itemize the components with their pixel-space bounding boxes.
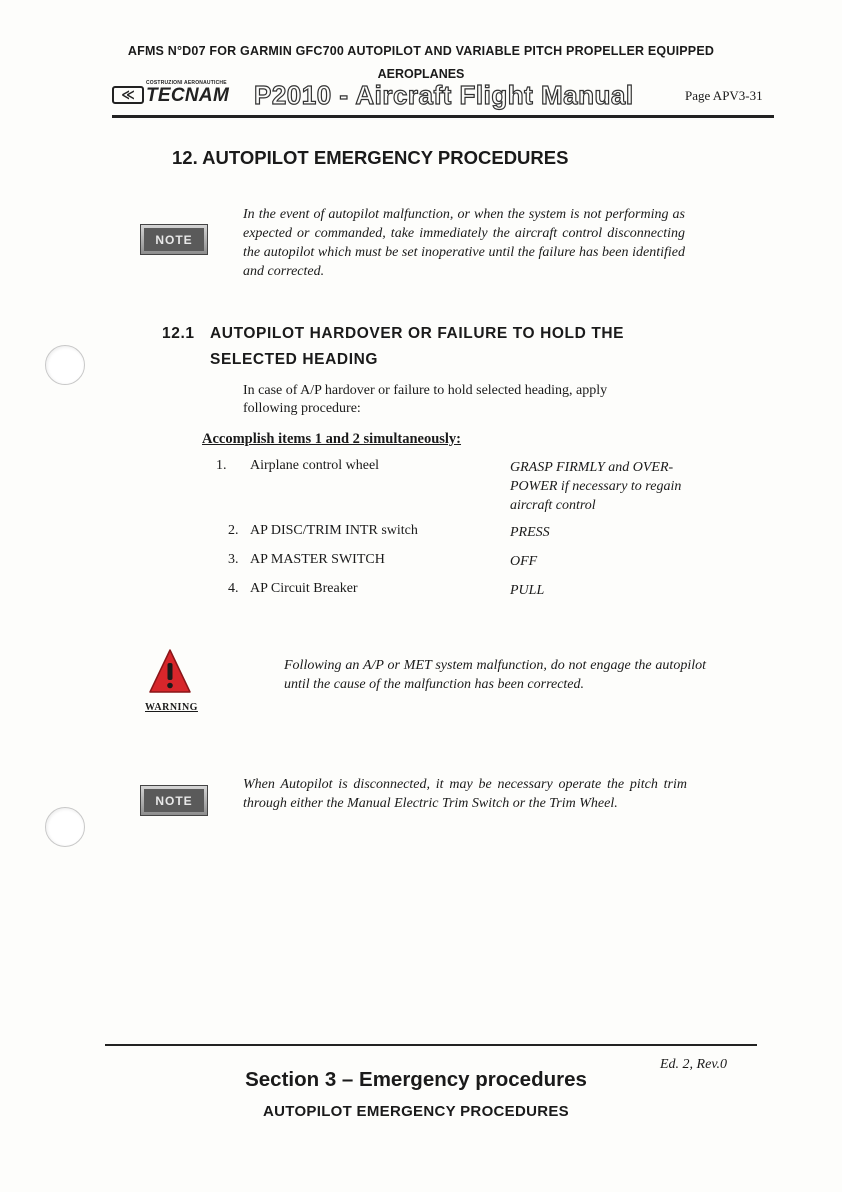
step-number: 3.	[228, 552, 239, 567]
warning-icon	[148, 648, 192, 694]
header-title-line2: AEROPLANES	[377, 67, 465, 81]
header-title-line1: AFMS N°D07 FOR GARMIN GFC700 AUTOPILOT AND VARIABLE PITCH PROPELLER EQUIPPED	[127, 44, 715, 58]
note-label: NOTE	[144, 789, 204, 812]
warning-text: Following an A/P or MET system malfunction, do not engage the autopilot until the cause of the malfunction has been corrected.	[284, 658, 706, 692]
procedure-intro: In case of A/P hardover or failure to hold selected heading, apply following procedure:	[243, 383, 608, 416]
manual-title: P2010 - Aircraft Flight Manual	[254, 80, 634, 110]
step-action: PRESS	[510, 525, 550, 540]
step-action: GRASP FIRMLY and OVER-POWER if necessary to regain aircraft control	[510, 460, 682, 513]
page-number: Page APV3-31	[685, 88, 763, 103]
header-divider	[112, 115, 774, 118]
footer-divider	[105, 1044, 757, 1046]
subsection-title-line2: SELECTED HEADING	[210, 351, 379, 368]
subsection-title-line1: AUTOPILOT HARDOVER OR FAILURE TO HOLD THE	[210, 325, 625, 342]
step-item: AP DISC/TRIM INTR switch	[250, 523, 418, 538]
step-action: PULL	[510, 583, 545, 598]
edition-revision: Ed. 2, Rev.0	[660, 1057, 727, 1072]
step-item: Airplane control wheel	[250, 458, 380, 473]
footer-section-title: Section 3 – Emergency procedures	[245, 1068, 587, 1091]
step-item: AP MASTER SWITCH	[250, 552, 385, 567]
binder-hole-top	[45, 345, 85, 385]
logo-name: TECNAM	[146, 85, 230, 106]
binder-hole-bottom	[45, 807, 85, 847]
warning-label: WARNING	[145, 702, 198, 713]
step-item: AP Circuit Breaker	[250, 581, 358, 596]
note-2-text: When Autopilot is disconnected, it may be necessary operate the pitch trim through either the Manual Electric Trim Switch or the Trim Wheel.	[243, 777, 687, 811]
step-number: 4.	[228, 581, 239, 596]
logo-tagline: COSTRUZIONI AERONAUTICHE	[146, 80, 227, 86]
logo-badge-icon: ≪	[112, 86, 144, 104]
tecnam-logo	[112, 80, 240, 106]
subsection-number: 12.1	[162, 325, 195, 342]
note-badge-2	[140, 785, 208, 816]
section-heading: 12. AUTOPILOT EMERGENCY PROCEDURES	[172, 147, 569, 168]
step-action: OFF	[510, 554, 538, 569]
footer-section-subtitle: AUTOPILOT EMERGENCY PROCEDURES	[263, 1103, 569, 1120]
step-number: 2.	[228, 523, 239, 538]
note-label: NOTE	[144, 228, 204, 251]
step-number: 1.	[216, 458, 227, 473]
accomplish-instruction: Accomplish items 1 and 2 simultaneously:	[202, 431, 462, 447]
note-badge-1	[140, 224, 208, 255]
note-1-text: In the event of autopilot malfunction, or when the system is not performing as expected or commanded, take immediately the aircraft control disconnecting the autopilot which must be set inoperative until the failure has been identified and corrected.	[243, 207, 685, 279]
